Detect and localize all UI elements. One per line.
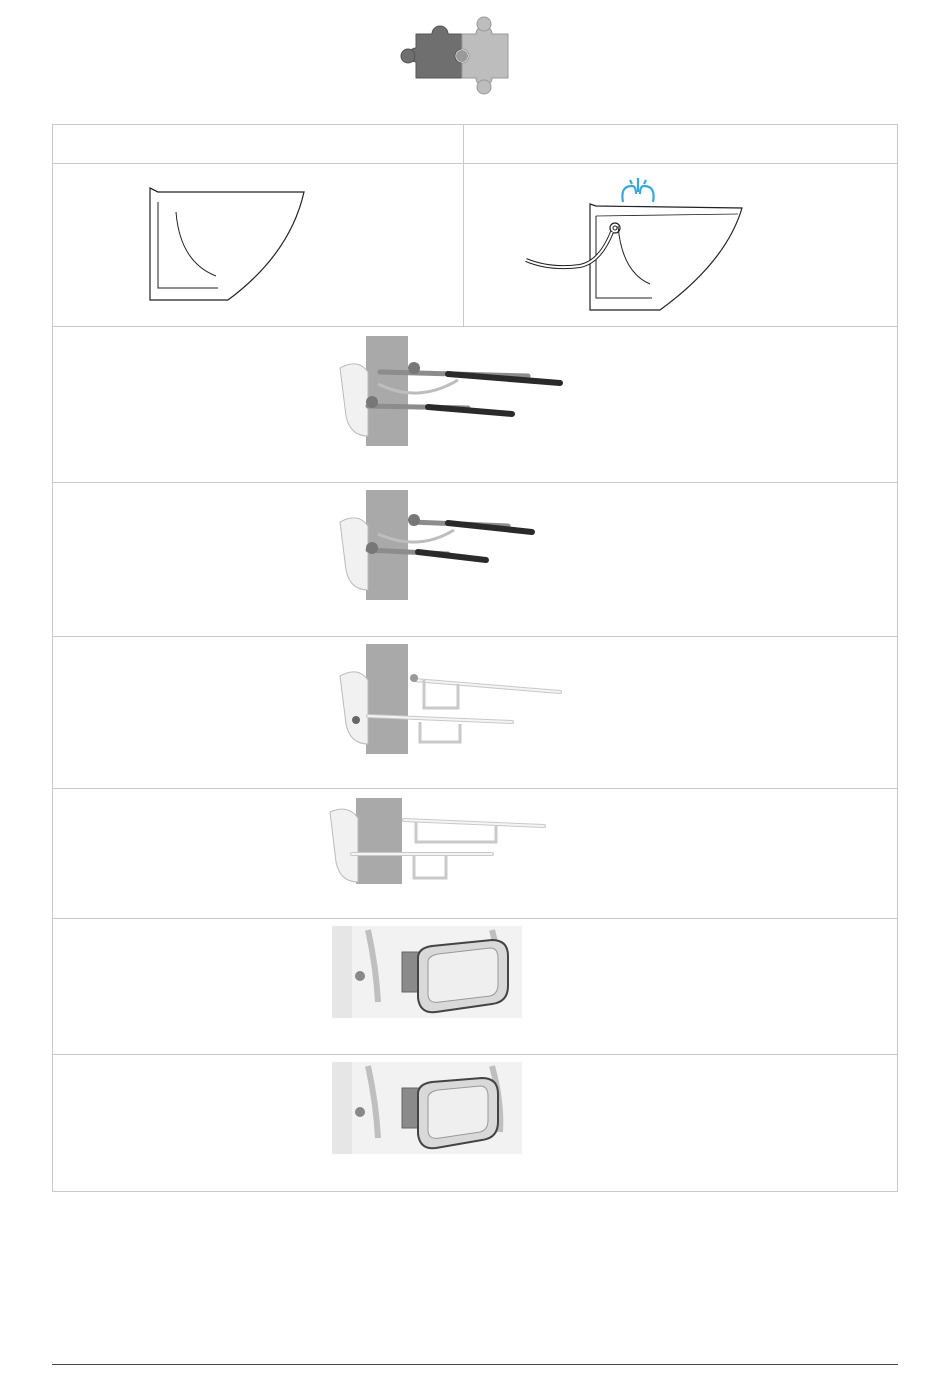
washbasin-icon	[140, 184, 310, 304]
puzzle-piece-right-icon	[462, 26, 508, 86]
support-arms-light-illustration-1	[328, 644, 568, 754]
support-arms-light-illustration-2	[322, 798, 552, 884]
tilting-mirror-illustration-1	[332, 926, 522, 1018]
footer-rule	[52, 1364, 898, 1365]
row-divider	[52, 163, 898, 164]
water-fountain-icon	[622, 178, 653, 202]
puzzle-piece-left-icon	[409, 26, 462, 78]
row-divider	[52, 636, 898, 637]
support-arms-dark-illustration-2	[328, 490, 538, 600]
row-divider	[52, 326, 898, 327]
row-divider	[52, 482, 898, 483]
tilting-mirror-illustration-2	[332, 1062, 522, 1154]
support-arms-dark-illustration-1	[328, 336, 568, 446]
row-divider	[52, 1054, 898, 1055]
row-divider	[52, 788, 898, 789]
row-divider	[52, 918, 898, 919]
column-divider	[463, 124, 464, 326]
puzzle-logo-icon	[398, 14, 514, 96]
washbasin-with-water-icon	[520, 174, 750, 314]
